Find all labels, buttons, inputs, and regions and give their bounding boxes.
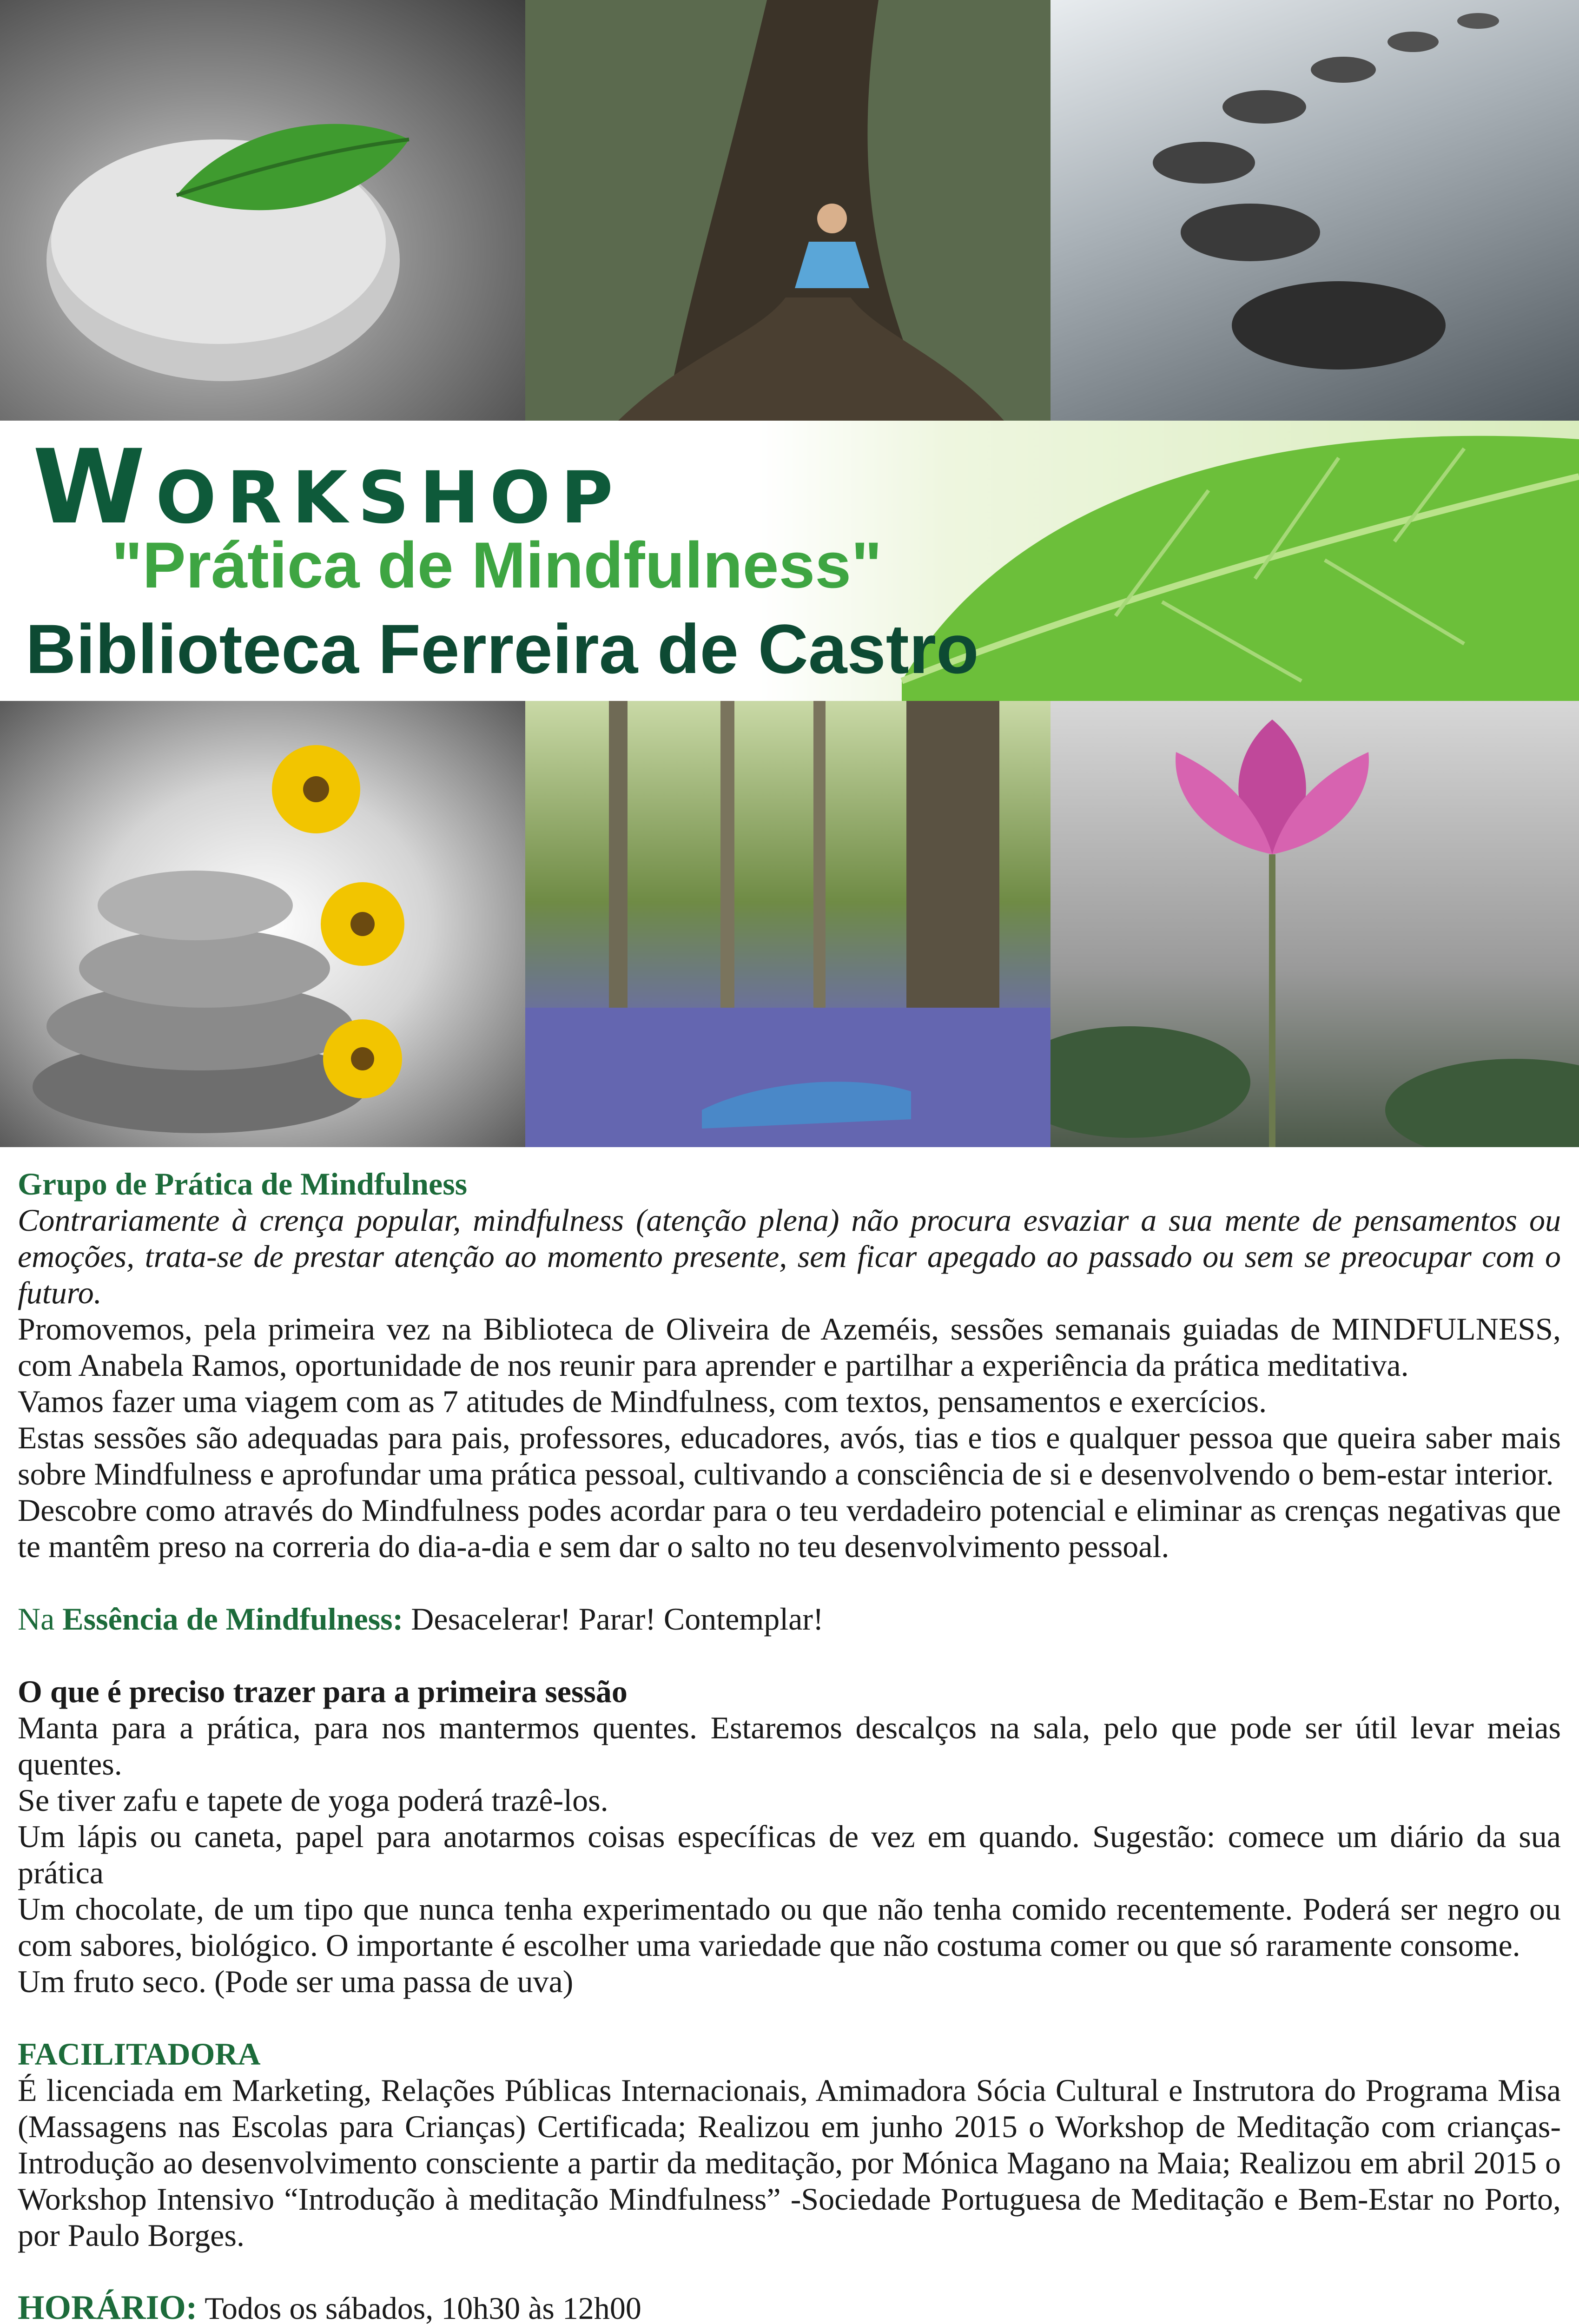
facilitadora-text: É licenciada em Marketing, Relações Públicas Internacionais, Amimadora Sócia Cultural e Instrutora do Programa Misa (Massagens nas Escolas para Crianças) Certificada; Realizou em junho 2015 o Workshop de Meditação com crianças- Introdução ao desenvolvimento consciente a partir da meditação, por Mónica Magano na Maia; Realizou em abril 2015 o Workshop Intensivo “Introdução à meditação Mindfulness” -Sociedade Portuguesa de Meditação e Bem-Estar no Porto, por Paulo Borges. <box>18 2073 1561 2253</box>
photo-stone-leaf <box>0 0 525 421</box>
intro-paragraph-4: Descobre como através do Mindfulness podes acordar para o teu verdadeiro potencial e eliminar as crenças negativas que te mantêm preso na correria do dia-a-dia e sem dar o salto no teu desenvolvimento pessoal. <box>18 1492 1561 1564</box>
essencia-label: Essência de Mindfulness: <box>62 1601 403 1637</box>
photo-stones-flowers <box>0 701 525 1147</box>
title-biblioteca: Biblioteca Ferreira de Castro <box>26 610 979 688</box>
photo-lotus <box>1050 701 1579 1147</box>
trazer-item-5: Um fruto seco. (Pode ser uma passa de uva) <box>18 1964 574 1999</box>
intro-paragraph-2: Vamos fazer uma viagem com as 7 atitudes de Mindfulness, com textos, pensamentos e exercícios. <box>18 1384 1267 1419</box>
horario-label: HORÁRIO: <box>18 2289 198 2324</box>
essencia-text: Desacelerar! Parar! Contemplar! <box>403 1601 824 1637</box>
trazer-heading: O que é preciso trazer para a primeira sessão <box>18 1674 628 1709</box>
intro-italic-paragraph: Contrariamente à crença popular, mindfulness (atenção plena) não procura esvaziar a sua mente de pensamentos ou emoções, trata-se de prestar atenção ao momento presente, sem ficar apegado ao passado ou sem se preocupar com o futuro. <box>18 1202 1561 1310</box>
title-workshop: Workshop <box>33 428 624 547</box>
intro-heading: Grupo de Prática de Mindfulness <box>18 1166 468 1202</box>
intro-paragraph-3: Estas sessões são adequadas para pais, professores, educadores, avós, tias e tios e qualquer pessoa que queira saber mais sobre Mindfulness e aprofundar uma prática pessoal, cultivando a consciência de si e desenvolvendo o bem-estar interior. <box>18 1420 1561 1492</box>
trazer-item-3: Um lápis ou caneta, papel para anotarmos coisas específicas de vez em quando. Sugestão: comece um diário da sua prática <box>18 1819 1561 1890</box>
description-content <box>18 1166 1561 2324</box>
trazer-item-2: Se tiver zafu e tapete de yoga poderá trazê-los. <box>18 1783 608 1818</box>
intro-paragraph-1: Promovemos, pela primeira vez na Biblioteca de Oliveira de Azeméis, sessões semanais guiadas de MINDFULNESS, com Anabela Ramos, oportunidade de nos reunir para aprender e partilhar a experiência da prática meditativa. <box>18 1311 1561 1383</box>
trazer-item-4: Um chocolate, de um tipo que nunca tenha experimentado ou que não tenha comido recentemente. Poderá ser negro ou com sabores, biológico. O importante é escolher uma variedade que não costuma comer ou que só raramente consome. <box>18 1891 1561 1963</box>
horario-line <box>18 2290 1561 2324</box>
trazer-item-1: Manta para a prática, para nos mantermos quentes. Estaremos descalços na sala, pelo que pode ser útil levar meias quentes. <box>18 1710 1561 1782</box>
essencia-prefix: Na <box>18 1601 63 1637</box>
photo-forest-reclining <box>525 701 1050 1147</box>
photo-tree-meditator <box>525 0 1050 421</box>
photo-stepping-stones <box>1050 0 1579 421</box>
green-leaf-image <box>883 421 1579 701</box>
facilitadora-heading: FACILITADORA <box>18 2036 261 2072</box>
essencia-line <box>18 1601 1561 1637</box>
horario-text: Todos os sábados, 10h30 às 12h00 <box>197 2291 641 2324</box>
title-pratica-mindfulness: "Prática de Mindfulness" <box>112 528 882 601</box>
